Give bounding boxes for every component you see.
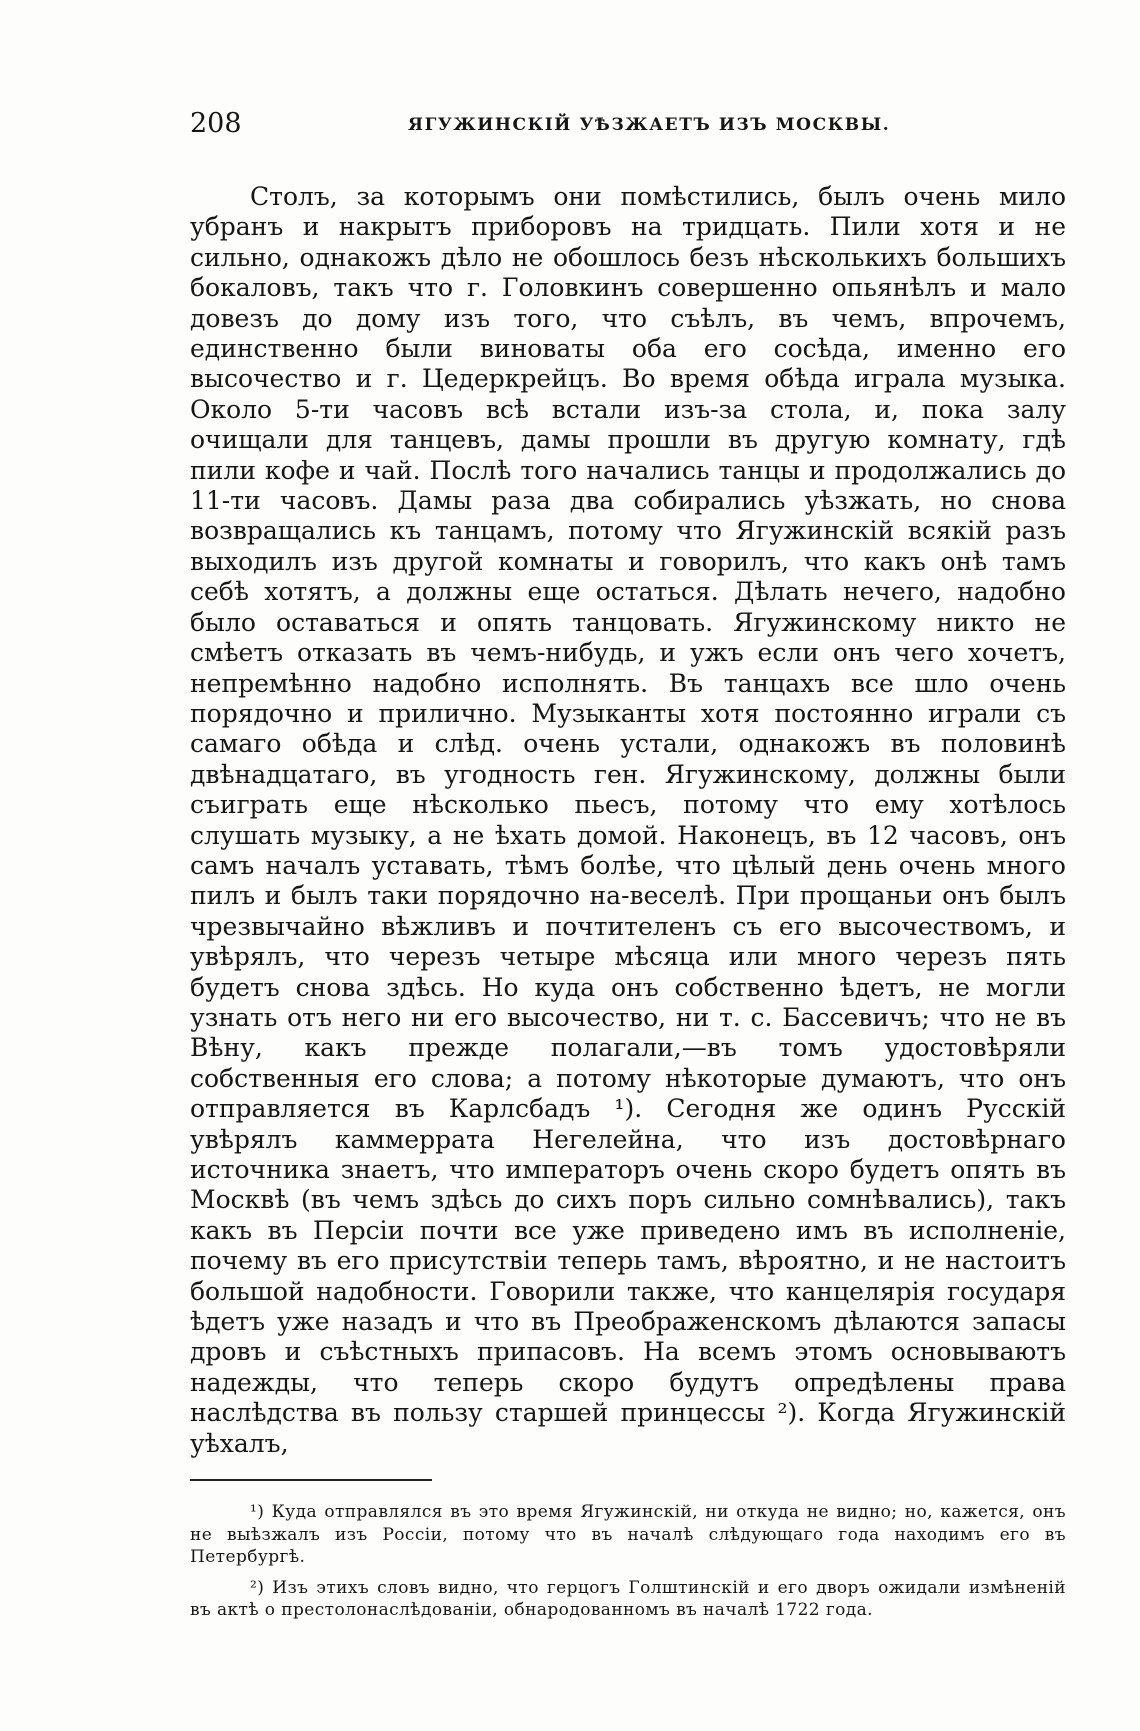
page-number: 208 (190, 108, 242, 139)
paragraph: Столъ, за которымъ они помѣстились, былъ очень мило убранъ и накрытъ приборовъ на тридцать. Пили хотя и не сильно, однакожъ дѣло не обошлось безъ нѣсколькихъ большихъ бокаловъ, такъ что г. Головкинъ совершенно опьянѣлъ и мало довезъ до дому изъ того, что съѣлъ, въ чемъ, впрочемъ, единственно были виноваты оба его сосѣда, именно его высочество и г. Цедеркрейцъ. Во время обѣда играла музыка. Около 5-ти часовъ всѣ встали изъ-за стола, и, пока залу очищали для танцевъ, дамы прошли въ другую комнату, гдѣ пили кофе и чай. Послѣ того начались танцы и продолжались до 11-ти часовъ. Дамы раза два собирались уѣзжать, но снова возвращались къ танцамъ, потому что Ягужинскій всякій разъ выходилъ изъ другой комнаты и говорилъ, что какъ онѣ тамъ себѣ хотятъ, а должны еще остаться. Дѣлать нечего, надобно было оставаться и опять танцовать. Ягужинскому никто не смѣетъ отказать въ чемъ-нибудь, и ужъ если онъ чего хочетъ, непремѣнно надобно исполнять. Въ танцахъ все шло очень порядочно и прилично. Музыканты хотя постоянно играли съ самаго обѣда и слѣд. очень устали, однакожъ въ половинѣ двѣнадцатаго, въ угодность ген. Ягужинскому, должны были съиграть еще нѣсколько пьесъ, потому что ему хотѣлось слушать музыку, а не ѣхать домой. Наконецъ, въ 12 часовъ, онъ самъ началъ уставать, тѣмъ болѣе, что цѣлый день очень много пилъ и былъ таки порядочно на-веселѣ. При прощаньи онъ былъ чрезвычайно вѣжливъ и почтителенъ съ его высочествомъ, и увѣрялъ, что черезъ четыре мѣсяца или много черезъ пять будетъ снова здѣсь. Но куда онъ собственно ѣдетъ, не могли узнать отъ него ни его высочество, ни т. с. Бассевичъ; что не въ Вѣну, какъ прежде полагали,—въ томъ удостовѣряли собственныя его слова; а потому нѣкоторые думаютъ, что онъ отправляется въ Карлсбадъ ¹). Сегодня же одинъ Русскій увѣрялъ каммеррата Негелейна, что изъ достовѣрнаго источника знаетъ, что императоръ очень скоро будетъ опять въ Москвѣ (въ чемъ здѣсь до сихъ поръ сильно сомнѣвались), такъ какъ въ Персіи почти все уже приведено имъ въ исполненіе, почему въ его присутствіи теперь тамъ, вѣроятно, и не настоитъ большой надобности. Говорили также, что канцелярія государя ѣдетъ уже назадъ и что въ Преображенскомъ дѣлаются запасы дровъ и съѣстныхъ припасовъ. На всемъ этомъ основываютъ надежды, что теперь скоро будутъ опредѣлены права наслѣдства въ пользу старшей принцессы ²). Когда Ягужинскій уѣхалъ, (190, 182, 1066, 1458)
running-title: ЯГУЖИНСКІЙ УѢЗЖАЕТЪ ИЗЪ МОСКВЫ. (408, 115, 891, 135)
book-page (190, 108, 1066, 1622)
footnote-1: ¹) Куда отправлялся въ это время Ягужинскій, ни откуда не видно; но, кажется, онъ не выѣзжалъ изъ Россіи, потому что въ началѣ слѣдующаго года находимъ его въ Петербургѣ. (190, 1502, 1066, 1568)
footnotes (190, 1501, 1066, 1622)
body-text (190, 182, 1066, 1459)
footnote-2: ²) Изъ этихъ словъ видно, что герцогъ Голштинскій и его дворъ ожидали измѣненій въ актѣ о престолонаслѣдованіи, обнародованномъ въ началѣ 1722 года. (190, 1577, 1066, 1621)
footnote-divider (190, 1479, 432, 1481)
running-head (190, 108, 1066, 148)
